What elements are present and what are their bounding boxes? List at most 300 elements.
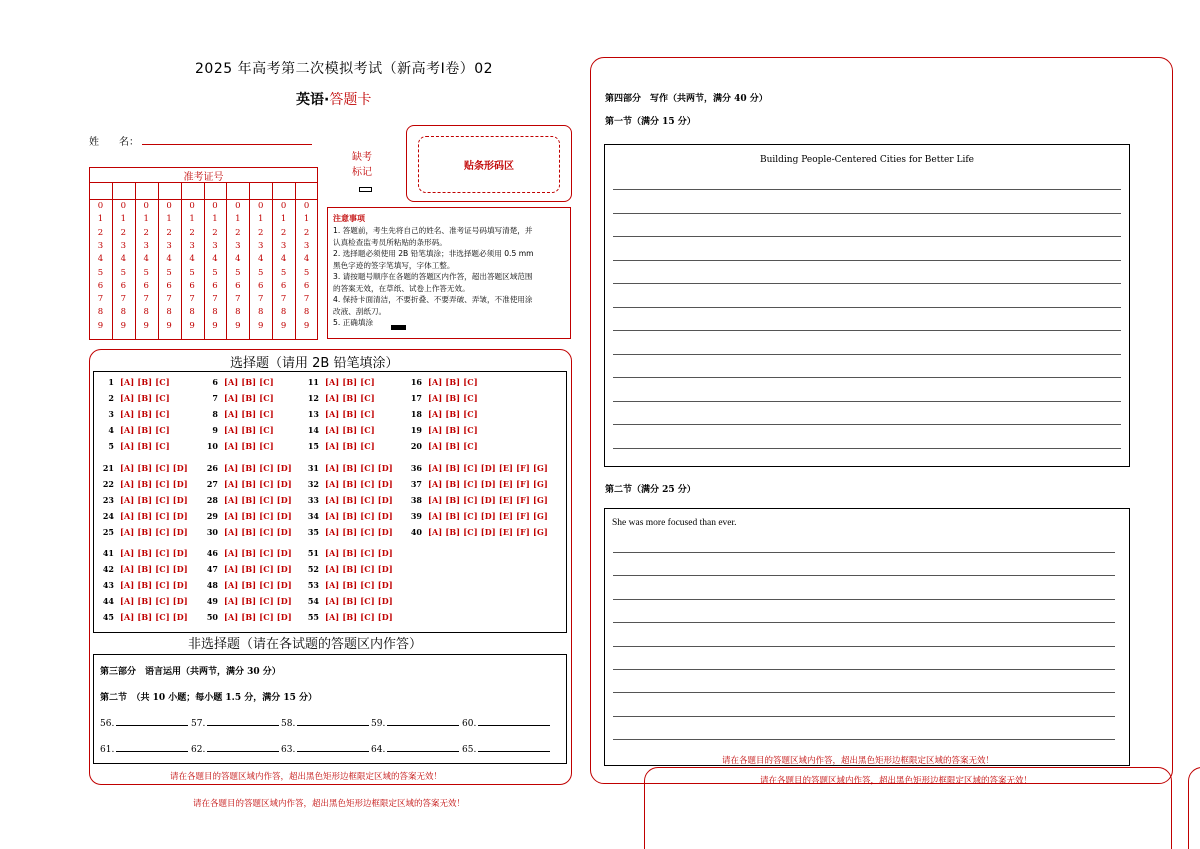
part3-section2-title: 第二节 （共 10 小题；每小题 1.5 分，满分 15 分） — [100, 693, 318, 703]
choice-question-11[interactable] — [303, 377, 375, 387]
answer-options[interactable]: [A] [B] [C] — [120, 425, 170, 435]
answer-options[interactable]: [A] [B] [C] [D] [E] [F] [G] — [428, 511, 548, 521]
question-number: 25 — [102, 527, 114, 537]
question-number: 55 — [307, 612, 319, 622]
exam-digit-bubble[interactable]: 5 — [143, 267, 149, 278]
answer-options[interactable]: [A] [B] [C] [D] — [325, 580, 393, 590]
question-number: 45 — [102, 612, 114, 622]
choice-question-54[interactable] — [303, 596, 393, 606]
choice-question-16[interactable] — [406, 377, 478, 387]
choice-question-55[interactable] — [303, 612, 393, 622]
answer-options[interactable]: [A] [B] [C] — [428, 393, 478, 403]
answer-options[interactable]: [A] [B] [C] [D] — [325, 527, 393, 537]
answer-options[interactable]: [A] [B] [C] — [428, 425, 478, 435]
exam-title: 2025 年高考第二次模拟考试（新高考Ⅰ卷）02 — [195, 61, 494, 77]
writing-line[interactable] — [613, 552, 1115, 553]
fill-blank-64[interactable] — [371, 743, 459, 755]
writing-line[interactable] — [613, 646, 1115, 647]
exam-digit-bubble[interactable]: 1 — [120, 214, 127, 225]
exam-digit-bubble[interactable]: 9 — [280, 320, 287, 331]
answer-options[interactable]: [A] [B] [C] [D] — [224, 612, 292, 622]
exam-digit-bubble[interactable]: 0 — [120, 201, 127, 211]
exam-digit-bubble[interactable]: 9 — [189, 320, 195, 331]
exam-digit-bubble[interactable]: 6 — [97, 280, 104, 291]
choice-question-10[interactable] — [202, 441, 274, 451]
exam-digit-bubble[interactable]: 2 — [189, 227, 195, 238]
name-field[interactable] — [142, 144, 312, 145]
blank-line[interactable] — [297, 717, 369, 726]
question-number: 40 — [410, 527, 422, 537]
writing-line[interactable] — [613, 692, 1115, 693]
choice-question-44[interactable] — [98, 596, 188, 606]
fill-blank-60[interactable] — [462, 717, 550, 729]
answer-options[interactable]: [A] [B] [C] — [325, 441, 375, 451]
choice-question-23[interactable] — [98, 495, 188, 505]
fill-blank-57[interactable] — [191, 717, 279, 729]
answer-options[interactable]: [A] [B] [C] [D] — [120, 564, 188, 574]
exam-digit-bubble[interactable]: 5 — [212, 267, 218, 278]
exam-digit-bubble[interactable]: 3 — [212, 240, 218, 251]
writing-line[interactable] — [613, 739, 1115, 740]
exam-digit-bubble[interactable]: 8 — [258, 307, 264, 318]
exam-digit-bubble[interactable]: 7 — [212, 294, 218, 305]
writing-line[interactable] — [613, 448, 1121, 449]
answer-options[interactable]: [A] [B] [C] — [120, 393, 170, 403]
choice-question-8[interactable] — [202, 409, 274, 419]
writing-line[interactable] — [613, 283, 1121, 284]
answer-options[interactable]: [A] [B] [C] [D] — [120, 511, 188, 521]
choice-question-27[interactable] — [202, 479, 292, 489]
fill-blank-59[interactable] — [371, 717, 459, 729]
answer-options[interactable]: [A] [B] [C] — [120, 441, 170, 451]
exam-digit-bubble[interactable]: 3 — [303, 240, 310, 251]
answer-options[interactable]: [A] [B] [C] [D] — [224, 511, 292, 521]
choice-question-9[interactable] — [202, 425, 274, 435]
exam-digit-bubble[interactable]: 4 — [235, 254, 241, 265]
exam-digit-bubble[interactable]: 5 — [235, 267, 241, 278]
exam-digit-bubble[interactable]: 3 — [258, 240, 264, 251]
fill-blank-56[interactable] — [100, 717, 188, 729]
answer-options[interactable]: [A] [B] [C] [D] — [325, 495, 393, 505]
notice-title: 注意事项 — [333, 214, 365, 223]
choice-question-38[interactable] — [406, 495, 548, 505]
writing-line[interactable] — [613, 189, 1121, 190]
exam-digit-bubble[interactable]: 6 — [258, 280, 264, 291]
exam-digit-bubble[interactable]: 1 — [189, 214, 195, 225]
exam-digit-bubble[interactable]: 2 — [97, 227, 104, 238]
question-number: 19 — [410, 425, 422, 435]
exam-digit-bubble[interactable]: 6 — [189, 280, 195, 291]
question-number: 18 — [410, 409, 422, 419]
fill-blank-62[interactable] — [191, 743, 279, 755]
answer-options[interactable]: [A] [B] [C] — [224, 377, 274, 387]
writing-line[interactable] — [613, 377, 1121, 378]
question-number: 33 — [307, 495, 319, 505]
exam-digit-bubble[interactable]: 4 — [97, 254, 104, 265]
exam-digit-bubble[interactable]: 0 — [258, 201, 264, 211]
notice-item: 的答案无效，在草纸、试卷上作答无效。 — [333, 283, 470, 293]
exam-digit-bubble[interactable]: 8 — [280, 307, 287, 318]
question-number: 35 — [307, 527, 319, 537]
choice-question-21[interactable] — [98, 463, 188, 473]
exam-digit-bubble[interactable]: 1 — [258, 214, 264, 225]
answer-options[interactable]: [A] [B] [C] [D] — [224, 495, 292, 505]
exam-digit-bubble[interactable]: 6 — [280, 280, 287, 291]
choice-question-24[interactable] — [98, 511, 188, 521]
writing-line[interactable] — [613, 307, 1121, 308]
question-number: 44 — [102, 596, 114, 606]
choice-question-31[interactable] — [303, 463, 393, 473]
exam-digit-bubble[interactable]: 8 — [235, 307, 241, 318]
exam-digit-bubble[interactable]: 5 — [97, 267, 104, 278]
choice-question-12[interactable] — [303, 393, 375, 403]
exam-digit-bubble[interactable]: 8 — [303, 307, 310, 318]
answer-options[interactable]: [A] [B] [C] [D] [E] [F] [G] — [428, 463, 548, 473]
blank-line[interactable] — [297, 743, 369, 752]
exam-digit-bubble[interactable]: 8 — [166, 307, 172, 318]
exam-digit-bubble[interactable]: 0 — [97, 201, 104, 211]
answer-options[interactable]: [A] [B] [C] — [224, 409, 274, 419]
answer-options[interactable]: [A] [B] [C] [D] — [325, 463, 393, 473]
exam-digit-bubble[interactable]: 1 — [143, 214, 149, 225]
writing-line[interactable] — [613, 669, 1115, 670]
choice-question-49[interactable] — [202, 596, 292, 606]
exam-digit-bubble[interactable]: 3 — [143, 240, 149, 251]
question-number: 5 — [108, 441, 114, 451]
notice-item: 2. 选择题必须使用 2B 铅笔填涂；非选择题必须用 0.5 mm — [333, 249, 534, 258]
exam-digit-bubble[interactable]: 7 — [235, 294, 241, 305]
exam-digit-bubble[interactable]: 9 — [166, 320, 172, 331]
exam-digit-bubble[interactable]: 2 — [166, 227, 172, 238]
exam-digit-bubble[interactable]: 7 — [303, 294, 310, 305]
answer-options[interactable]: [A] [B] [C] — [325, 425, 375, 435]
answer-options[interactable]: [A] [B] [C] — [325, 393, 375, 403]
writing-line[interactable] — [613, 401, 1121, 402]
exam-digit-bubble[interactable]: 4 — [189, 254, 195, 265]
question-number: 31 — [307, 463, 319, 473]
exam-digit-bubble[interactable]: 2 — [258, 227, 264, 238]
exam-digit-bubble[interactable]: 2 — [143, 227, 149, 238]
blank-line[interactable] — [387, 743, 459, 752]
fill-blank-65[interactable] — [462, 743, 550, 755]
choice-question-1[interactable] — [98, 377, 170, 387]
choice-question-5[interactable] — [98, 441, 170, 451]
absent-label: 缺考 标记 — [352, 152, 372, 178]
exam-digit-bubble[interactable]: 7 — [258, 294, 264, 305]
blank-number: 62. — [191, 745, 206, 755]
notice-item: 5. 正确填涂 — [333, 318, 374, 327]
exam-digit-bubble[interactable]: 6 — [212, 280, 218, 291]
exam-digit-bubble[interactable]: 3 — [280, 240, 287, 251]
answer-options[interactable]: [A] [B] [C] [D] — [325, 612, 393, 622]
exam-digit-bubble[interactable]: 7 — [280, 294, 287, 305]
correct-fill-sample — [391, 325, 406, 330]
answer-options[interactable]: [A] [B] [C] — [428, 377, 478, 387]
part3-title: 第三部分 语言运用（共两节，满分 30 分） — [100, 667, 281, 677]
choice-question-28[interactable] — [202, 495, 292, 505]
exam-digit-bubble[interactable]: 7 — [120, 294, 127, 305]
exam-digit-bubble[interactable]: 7 — [189, 294, 195, 305]
exam-digit-bubble[interactable]: 4 — [120, 254, 127, 265]
writing-line[interactable] — [613, 622, 1115, 623]
choice-question-17[interactable] — [406, 393, 478, 403]
question-number: 50 — [206, 612, 218, 622]
choice-question-6[interactable] — [202, 377, 274, 387]
exam-digit-bubble[interactable]: 8 — [143, 307, 149, 318]
answer-options[interactable]: [A] [B] [C] [D] — [120, 612, 188, 622]
choice-question-47[interactable] — [202, 564, 292, 574]
exam-digit-bubble[interactable]: 0 — [303, 201, 310, 211]
exam-digit-bubble[interactable]: 6 — [166, 280, 172, 291]
blank-line[interactable] — [387, 717, 459, 726]
choice-question-33[interactable] — [303, 495, 393, 505]
answer-options[interactable]: [A] [B] [C] [D] — [120, 495, 188, 505]
writing-line[interactable] — [613, 236, 1121, 237]
blank-line[interactable] — [116, 743, 188, 752]
answer-options[interactable]: [A] [B] [C] [D] [E] [F] [G] — [428, 495, 548, 505]
exam-digit-bubble[interactable]: 1 — [280, 214, 287, 225]
answer-options[interactable]: [A] [B] [C] — [120, 409, 170, 419]
choice-question-45[interactable] — [98, 612, 188, 622]
exam-digit-bubble[interactable]: 6 — [143, 280, 149, 291]
choice-question-20[interactable] — [406, 441, 478, 451]
writing-line[interactable] — [613, 599, 1115, 600]
exam-digit-bubble[interactable]: 4 — [166, 254, 172, 265]
fill-blank-63[interactable] — [281, 743, 369, 755]
exam-digit-bubble[interactable]: 5 — [280, 267, 287, 278]
exam-digit-bubble[interactable]: 1 — [303, 214, 310, 225]
choice-question-19[interactable] — [406, 425, 478, 435]
choice-question-2[interactable] — [98, 393, 170, 403]
blank-number: 56. — [100, 719, 115, 729]
exam-digit-bubble[interactable]: 6 — [235, 280, 241, 291]
blank-number: 58. — [281, 719, 296, 729]
answer-options[interactable]: [A] [B] [C] [D] — [224, 527, 292, 537]
question-number: 49 — [206, 596, 218, 606]
writing-line[interactable] — [613, 330, 1121, 331]
answer-options[interactable]: [A] [B] [C] [D] — [224, 564, 292, 574]
question-number: 20 — [410, 441, 422, 451]
question-number: 24 — [102, 511, 114, 521]
exam-digit-bubble[interactable]: 0 — [166, 201, 172, 211]
answer-options[interactable]: [A] [B] [C] — [224, 441, 274, 451]
choice-question-34[interactable] — [303, 511, 393, 521]
question-number: 38 — [410, 495, 422, 505]
writing-line[interactable] — [613, 575, 1115, 576]
exam-digit-bubble[interactable]: 7 — [166, 294, 172, 305]
answer-options[interactable]: [A] [B] [C] [D] — [325, 548, 393, 558]
answer-options[interactable]: [A] [B] [C] — [120, 377, 170, 387]
writing-line[interactable] — [613, 260, 1121, 261]
exam-digit-bubble[interactable]: 3 — [120, 240, 127, 251]
exam-digit-bubble[interactable]: 9 — [143, 320, 149, 331]
choice-question-3[interactable] — [98, 409, 170, 419]
choice-question-42[interactable] — [98, 564, 188, 574]
blank-line[interactable] — [207, 717, 279, 726]
question-number: 42 — [102, 564, 114, 574]
answer-options[interactable]: [A] [B] [C] [D] — [120, 580, 188, 590]
answer-options[interactable]: [A] [B] [C] [D] — [224, 596, 292, 606]
question-number: 22 — [102, 479, 114, 489]
exam-digit-bubble[interactable]: 0 — [143, 201, 149, 211]
writing-line[interactable] — [613, 213, 1121, 214]
exam-digit-bubble[interactable]: 0 — [280, 201, 287, 211]
choice-question-4[interactable] — [98, 425, 170, 435]
exam-digit-bubble[interactable]: 1 — [212, 214, 218, 225]
answer-options[interactable]: [A] [B] [C] [D] — [224, 548, 292, 558]
choice-question-22[interactable] — [98, 479, 188, 489]
choice-title: 选择题（请用 2B 铅笔填涂） — [230, 356, 399, 371]
exam-digit-bubble[interactable]: 6 — [120, 280, 127, 291]
writing-line[interactable] — [613, 354, 1121, 355]
choice-question-14[interactable] — [303, 425, 375, 435]
exam-digit-bubble[interactable]: 3 — [166, 240, 172, 251]
choice-question-43[interactable] — [98, 580, 188, 590]
answer-options[interactable]: [A] [B] [C] [D] — [120, 527, 188, 537]
fill-blank-58[interactable] — [281, 717, 369, 729]
choice-question-15[interactable] — [303, 441, 375, 451]
question-number: 14 — [307, 425, 319, 435]
exam-digit-bubble[interactable]: 2 — [235, 227, 241, 238]
name-label: 姓 名： — [89, 137, 139, 148]
choice-question-35[interactable] — [303, 527, 393, 537]
exam-digit-bubble[interactable]: 4 — [212, 254, 218, 265]
choice-question-50[interactable] — [202, 612, 292, 622]
question-number: 17 — [410, 393, 422, 403]
choice-question-39[interactable] — [406, 511, 548, 521]
exam-digit-bubble[interactable]: 2 — [120, 227, 127, 238]
answer-options[interactable]: [A] [B] [C] — [224, 425, 274, 435]
exam-digit-bubble[interactable]: 5 — [166, 267, 172, 278]
exam-digit-bubble[interactable]: 8 — [189, 307, 195, 318]
question-number: 29 — [206, 511, 218, 521]
answer-options[interactable]: [A] [B] [C] [D] — [120, 596, 188, 606]
writing-line[interactable] — [613, 716, 1115, 717]
exam-digit-bubble[interactable]: 5 — [258, 267, 264, 278]
exam-digit-bubble[interactable]: 8 — [120, 307, 127, 318]
answer-options[interactable]: [A] [B] [C] — [428, 441, 478, 451]
exam-digit-bubble[interactable]: 2 — [303, 227, 310, 238]
choice-question-32[interactable] — [303, 479, 393, 489]
exam-digit-bubble[interactable]: 9 — [120, 320, 127, 331]
choice-question-29[interactable] — [202, 511, 292, 521]
nonchoice-title: 非选择题（请在各试题的答题区内作答） — [188, 637, 423, 652]
absent-checkbox[interactable] — [359, 187, 372, 192]
exam-digit-bubble[interactable]: 9 — [235, 320, 241, 331]
blank-line[interactable] — [478, 717, 550, 726]
exam-digit-bubble[interactable]: 4 — [280, 254, 287, 265]
exam-digit-bubble[interactable]: 4 — [143, 254, 149, 265]
choice-question-26[interactable] — [202, 463, 292, 473]
answer-options[interactable]: [A] [B] [C] [D] — [120, 548, 188, 558]
blank-line[interactable] — [478, 743, 550, 752]
blank-number: 59. — [371, 719, 386, 729]
exam-digit-bubble[interactable]: 5 — [303, 267, 310, 278]
answer-options[interactable]: [A] [B] [C] [D] — [325, 479, 393, 489]
choice-question-48[interactable] — [202, 580, 292, 590]
exam-digit-bubble[interactable]: 8 — [97, 307, 104, 318]
exam-digit-bubble[interactable]: 5 — [189, 267, 195, 278]
exam-digit-bubble[interactable]: 0 — [212, 201, 218, 211]
question-number: 12 — [307, 393, 319, 403]
exam-digit-bubble[interactable]: 4 — [258, 254, 264, 265]
answer-options[interactable]: [A] [B] [C] — [325, 409, 375, 419]
exam-digit-bubble[interactable]: 1 — [166, 214, 172, 225]
answer-options[interactable]: [A] [B] [C] [D] — [120, 479, 188, 489]
choice-question-13[interactable] — [303, 409, 375, 419]
exam-digit-bubble[interactable]: 7 — [143, 294, 149, 305]
exam-digit-bubble[interactable]: 7 — [97, 294, 104, 305]
exam-digit-bubble[interactable]: 3 — [235, 240, 241, 251]
answer-options[interactable]: [A] [B] [C] [D] [E] [F] [G] — [428, 527, 548, 537]
exam-digit-bubble[interactable]: 6 — [303, 280, 310, 291]
answer-options[interactable]: [A] [B] [C] [D] — [325, 511, 393, 521]
answer-options[interactable]: [A] [B] [C] [D] — [224, 580, 292, 590]
notice-item: 4. 保持卡面清洁，不要折叠、不要弄破、弄皱，不准使用涂 — [333, 295, 533, 304]
answer-options[interactable]: [A] [B] [C] [D] — [224, 479, 292, 489]
choice-question-53[interactable] — [303, 580, 393, 590]
answer-options[interactable]: [A] [B] [C] — [224, 393, 274, 403]
fill-blank-61[interactable] — [100, 743, 188, 755]
exam-digit-bubble[interactable]: 3 — [189, 240, 195, 251]
exam-digit-bubble[interactable]: 1 — [97, 214, 104, 225]
answer-options[interactable]: [A] [B] [C] [D] — [325, 596, 393, 606]
answer-options[interactable]: [A] [B] [C] [D] — [224, 463, 292, 473]
choice-question-18[interactable] — [406, 409, 478, 419]
question-number: 15 — [307, 441, 319, 451]
exam-digit-bubble[interactable]: 9 — [212, 320, 218, 331]
question-number: 43 — [102, 580, 114, 590]
choice-question-25[interactable] — [98, 527, 188, 537]
exam-digit-bubble[interactable]: 8 — [212, 307, 218, 318]
exam-digit-bubble[interactable]: 5 — [120, 267, 127, 278]
exam-digit-bubble[interactable]: 3 — [97, 240, 104, 251]
question-number: 2 — [108, 393, 114, 403]
choice-question-30[interactable] — [202, 527, 292, 537]
continuation-opening: She was more focused than ever. — [612, 518, 737, 528]
answer-options[interactable]: [A] [B] [C] [D] — [120, 463, 188, 473]
exam-digit-bubble[interactable]: 0 — [235, 201, 241, 211]
answer-options[interactable]: [A] [B] [C] — [325, 377, 375, 387]
exam-digit-bubble[interactable]: 2 — [212, 227, 218, 238]
choice-question-46[interactable] — [202, 548, 292, 558]
exam-digit-bubble[interactable]: 2 — [280, 227, 287, 238]
answer-options[interactable]: [A] [B] [C] [D] — [325, 564, 393, 574]
choice-question-7[interactable] — [202, 393, 274, 403]
choice-question-40[interactable] — [406, 527, 548, 537]
question-number: 6 — [212, 377, 218, 387]
choice-question-36[interactable] — [406, 463, 548, 473]
question-number: 21 — [102, 463, 114, 473]
blank-line[interactable] — [116, 717, 188, 726]
exam-digit-bubble[interactable]: 4 — [303, 254, 310, 265]
choice-question-41[interactable] — [98, 548, 188, 558]
exam-digit-bubble[interactable]: 0 — [189, 201, 195, 211]
choice-question-52[interactable] — [303, 564, 393, 574]
card-label: 答题卡 — [329, 92, 372, 108]
writing-line[interactable] — [613, 424, 1121, 425]
exam-digit-bubble[interactable]: 9 — [97, 320, 104, 331]
exam-digit-bubble[interactable]: 9 — [258, 320, 264, 331]
question-number: 28 — [206, 495, 218, 505]
answer-options[interactable]: [A] [B] [C] — [428, 409, 478, 419]
exam-digit-bubble[interactable]: 9 — [303, 320, 310, 331]
choice-question-37[interactable] — [406, 479, 548, 489]
exam-digit-bubble[interactable]: 1 — [235, 214, 241, 225]
choice-question-51[interactable] — [303, 548, 393, 558]
answer-options[interactable]: [A] [B] [C] [D] [E] [F] [G] — [428, 479, 548, 489]
blank-line[interactable] — [207, 743, 279, 752]
